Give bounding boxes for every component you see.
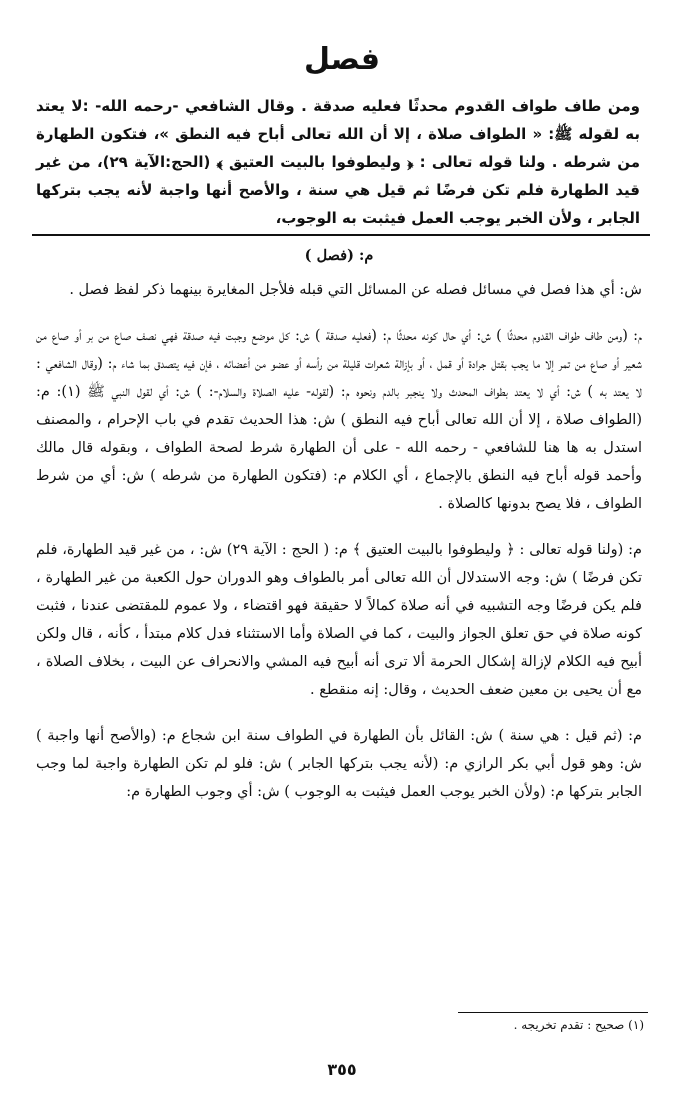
commentary-paragraph: ش: أي هذا فصل في مسائل فصله عن المسائل التي قبله فلأجل المغايرة بينهما ذكر لفظ فصل . xyxy=(69,282,642,298)
divider xyxy=(32,234,650,236)
commentary-paragraph: م: (ومن طاف طواف القدوم محدثًا ) ش: أي حال كونه محدثًا م: (فعليه صدقة ) ش: كل موضع وجبت فيه صدقة فهي نصف صاع من بر أو صاع من شعير أو صاع من تمر إلا ما يجب بقتل جرادة أو قمل ، أو بإزالة شعرات قليلة من رأسه أو عضو من أعضائه ، فإن فيه يتصدق بما شاء م: (وقال الشافعي : لا يعتد به ) ش: أي لا يعتد بطواف المحدث ولا ينجبر بالدم ونحوه م: (لقوله- عليه الصلاة والسلام-: ) ش: أي لقول النبي ﷺ (١): م: (الطواف صلاة ، إلا أن الله تعالى أباح فيه النطق ) ش: هذا الحديث تقدم في باب الإحرام ، والمصنف استدل به ها هنا للشافعي - رحمه الله - على أن الطهارة شرط لصحة الطواف ، وبقوله قال مالك وأحمد قوله أباح فيه النطق بالإجماع ، أي الكلام م: (فتكون الطهارة من شرطه ) ش: أي من شرط الطواف ، فلا يصح بدونها كالصلاة . xyxy=(36,328,642,512)
matn-text: ومن طاف طواف القدوم محدثًا فعليه صدقة . وقال الشافعي -رحمه الله- :لا يعتد به لقوله ﷺ: « الطواف صلاة ، إلا أن الله تعالى أباح فيه النطق »، فتكون الطهارة من شرطه . ولنا قوله تعالى : ﴿ وليطوفوا بالبيت العتيق ﴾ (الحج:الآية ٢٩)، من غير قيد الطهارة فلم تكن فرضًا ثم قيل هي سنة ، والأصح أنها واجبة لأنه يجب بتركها الجابر ، ولأن الخبر يوجب العمل فيثبت به الوجوب، xyxy=(36,97,641,227)
commentary xyxy=(36,242,642,824)
commentary-paragraph: م: (ثم قيل : هي سنة ) ش: القائل بأن الطهارة في الطواف سنة ابن شجاع م: (والأصح أنها واجبة ) ش: وهو قول أبي بكر الرازي م: (لأنه يجب بتركها الجابر ) ش: فلو لم تكن الطهارة واجبة لما وجب الجابر بتركها م: (ولأن الخبر يوجب العمل فيثبت به الوجوب ) ش: أي وجوب الطهارة م: xyxy=(36,728,642,800)
footnote-divider xyxy=(458,1012,648,1013)
commentary-heading: م: (فصل ) xyxy=(304,247,374,264)
page-number: ٣٥٥ xyxy=(327,1060,357,1079)
footnote: (١) صحيح : تقدم تخريجه . xyxy=(513,1018,644,1032)
commentary-paragraph: م: (ولنا قوله تعالى : ﴿ وليطوفوا بالبيت العتيق ﴾ م: ( الحج : الآية ٢٩) ش: ، من غير قيد الطهارة، فلم تكن فرضًا ) ش: وجه الاستدلال أن الله تعالى أمر بالطواف وهو الدوران حول الكعبة من غير الطهارة ، فلم يكن فرضًا وجه التشبيه في أنه صلاة كمالاً لا حقيقة فهو اقتضاء ، ولا عموم للمقتضى عندنا ، فثبت كونه صلاة في حق تعلق الجواز والبيت ، كما في الصلاة وأما الاستثناء فدل كلام مبتدأ ، كأنه ، قال ولكن أبيح فيه الكلام لإزالة إشكال الحرمة ألا ترى أنه أبيح فيه المشي والانحراف عن البيت ، بخلاف الصلاة ، مع أن يحيى بن معين ضعف الحديث ، وقال: إنه منقطع . xyxy=(36,542,642,698)
chapter-title: فصل xyxy=(304,42,380,77)
